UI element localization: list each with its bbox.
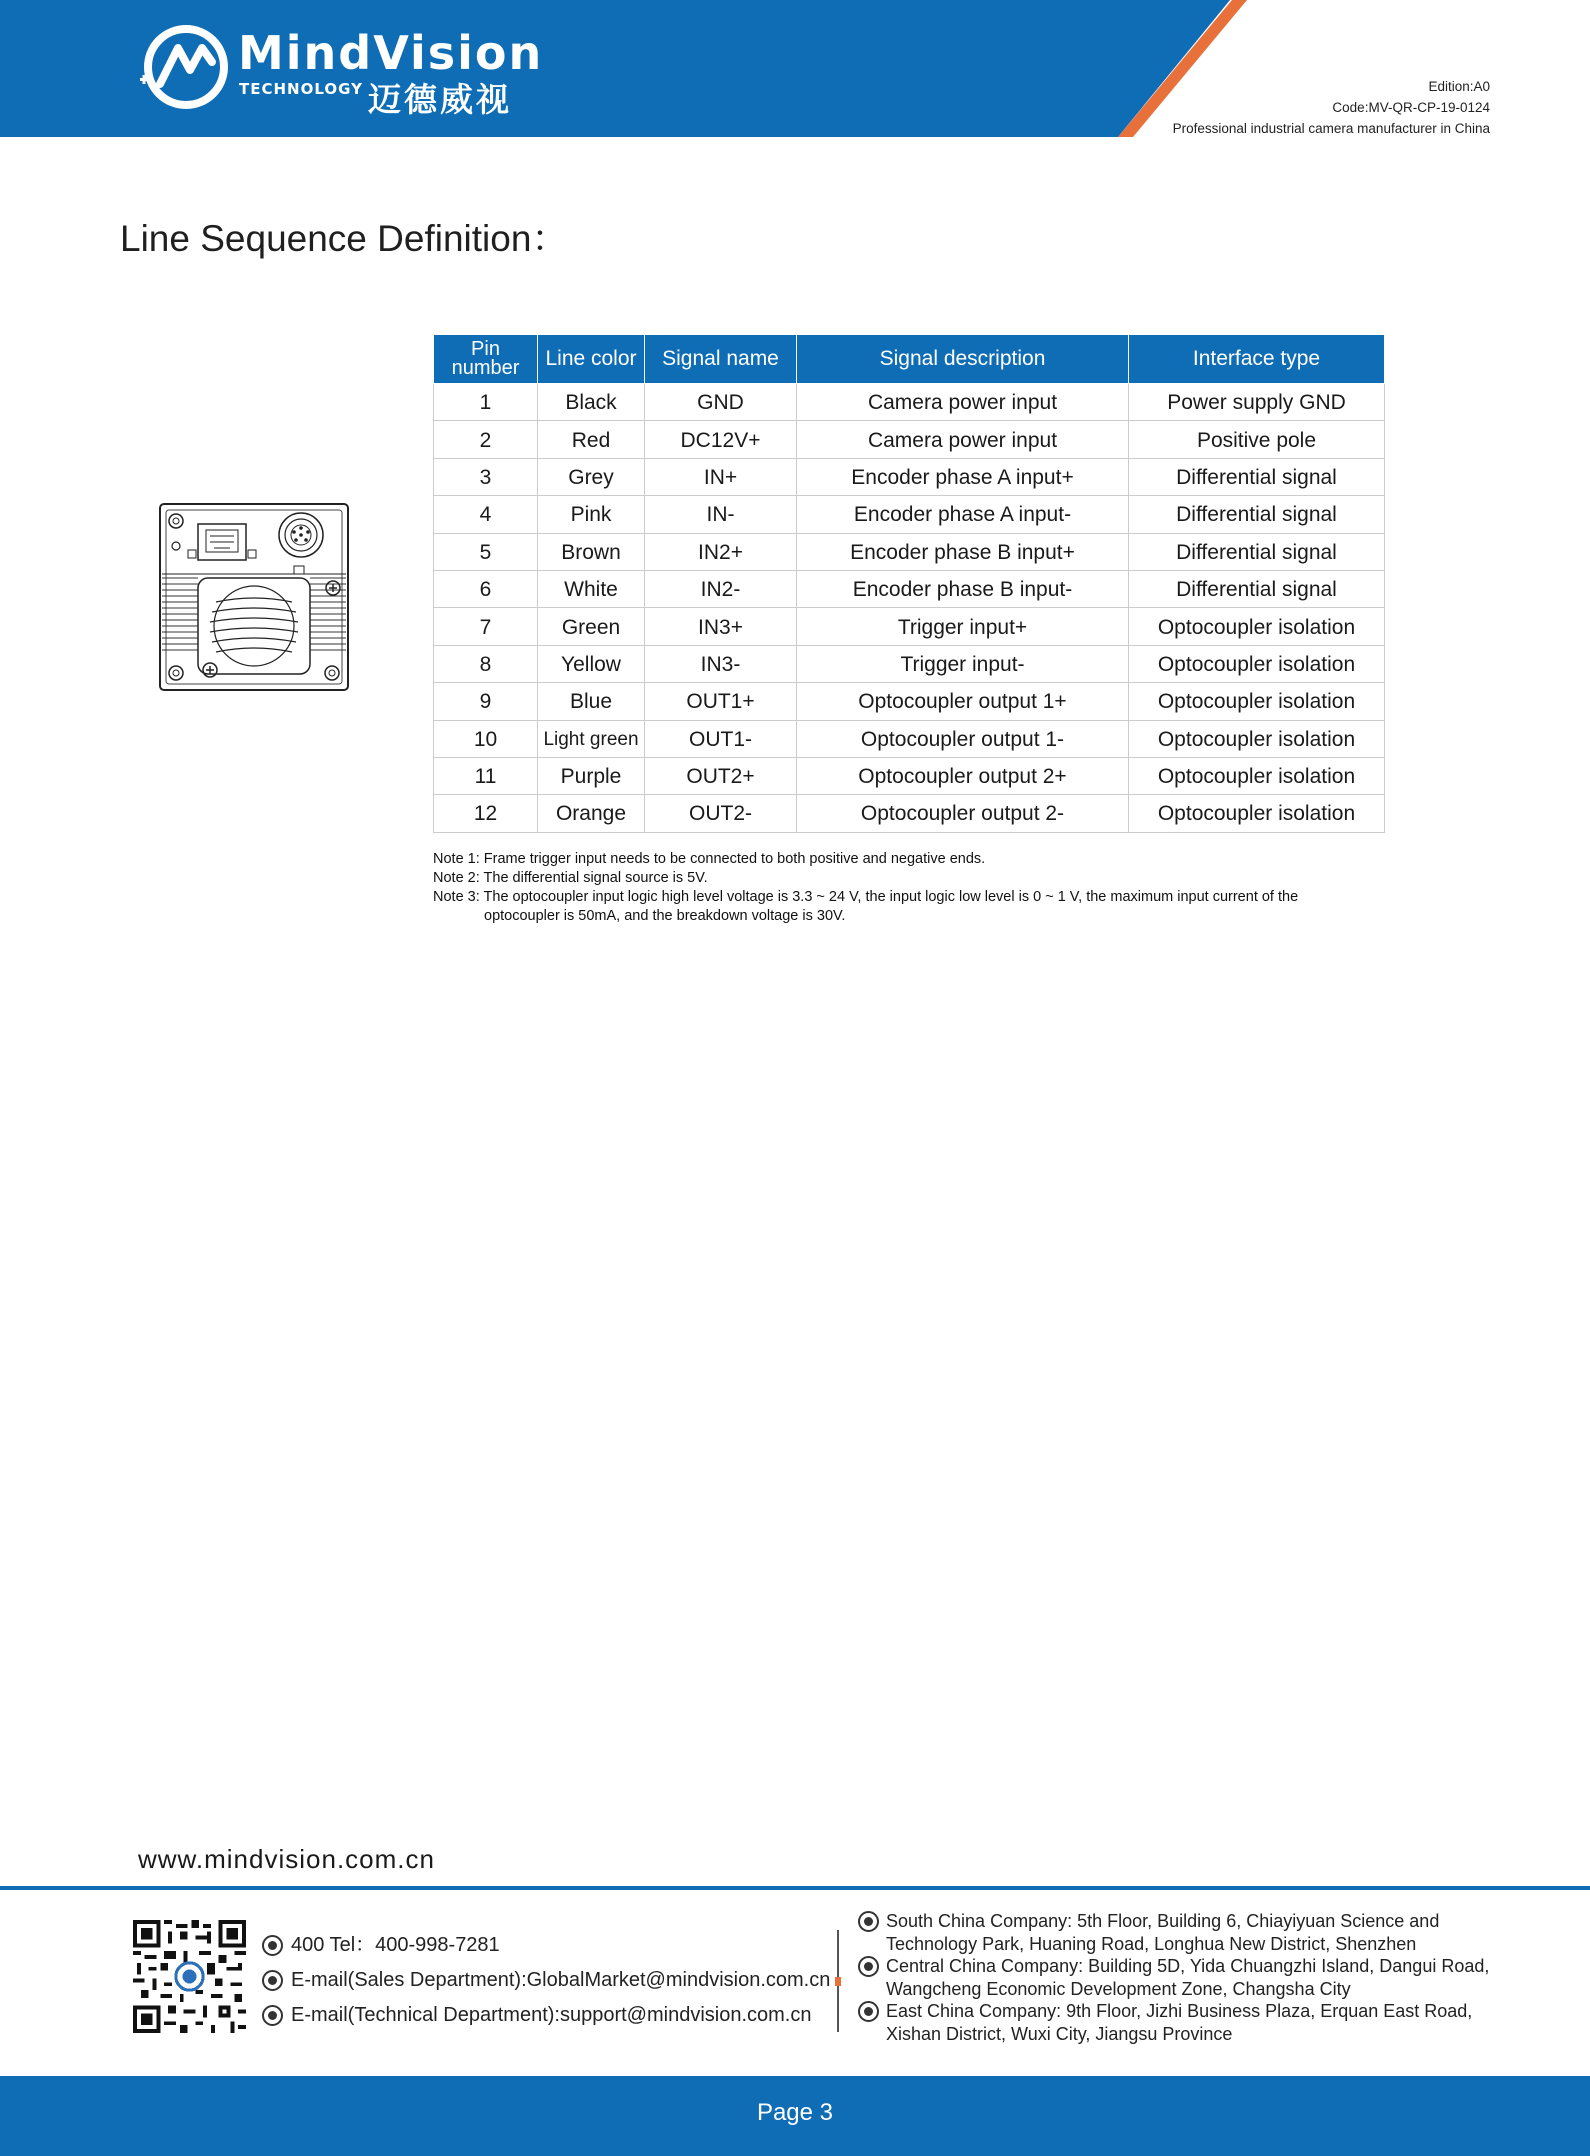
table-row	[434, 496, 1385, 533]
cell-pin: 8	[434, 645, 538, 682]
address-central-text: Central China Company: Building 5D, Yida Chuangzhi Island, Dangui Road, Wangcheng Economic Development Zone, Changsha City	[886, 1956, 1490, 1999]
cell-color: Pink	[538, 496, 645, 533]
cell-interface-type: Optocoupler isolation	[1129, 608, 1385, 645]
header-signal-name: Signal name	[645, 335, 797, 384]
note-3-continued: optocoupler is 50mA, and the breakdown voltage is 30V.	[484, 908, 846, 924]
cell-signal-name: IN2-	[645, 570, 797, 607]
cell-color: Blue	[538, 683, 645, 720]
page-header	[0, 0, 1590, 137]
header-pin-line1: Pin	[471, 338, 500, 360]
cell-description: Trigger input+	[797, 608, 1129, 645]
cell-signal-name: IN3+	[645, 608, 797, 645]
cell-signal-name: GND	[645, 384, 797, 421]
sales-email-row	[262, 1963, 830, 1998]
company-tagline: Professional industrial camera manufacturer in China	[1172, 121, 1490, 136]
cell-description: Encoder phase A input+	[797, 458, 1129, 495]
table-row	[434, 570, 1385, 607]
header-pin-line2: number	[451, 357, 520, 379]
cell-description: Trigger input-	[797, 645, 1129, 682]
header-signal-description: Signal description	[797, 335, 1129, 384]
cell-description: Optocoupler output 1+	[797, 683, 1129, 720]
company-addresses	[858, 1910, 1498, 2045]
sales-email-text[interactable]: E-mail(Sales Department):GlobalMarket@mindvision.com.cn	[291, 1969, 831, 1991]
cell-description: Optocoupler output 2-	[797, 795, 1129, 832]
tech-email-row	[262, 1998, 830, 2033]
table-notes	[433, 850, 1393, 926]
table-row	[434, 384, 1385, 421]
cell-pin: 2	[434, 421, 538, 458]
cell-description: Encoder phase A input-	[797, 496, 1129, 533]
table-row	[434, 645, 1385, 682]
note-3: Note 3: The optocoupler input logic high level voltage is 3.3 ~ 24 V, the input logic low level is 0 ~ 1 V, the maximum input current of the	[433, 889, 1299, 905]
footer-divider	[0, 1886, 1590, 1890]
qr-code-icon	[133, 1920, 246, 2033]
cell-color: Yellow	[538, 645, 645, 682]
cell-interface-type: Optocoupler isolation	[1129, 757, 1385, 794]
cell-pin: 12	[434, 795, 538, 832]
company-logo	[138, 22, 558, 117]
camera-rear-drawing	[158, 502, 350, 692]
cell-description: Optocoupler output 2+	[797, 757, 1129, 794]
cell-color: Brown	[538, 533, 645, 570]
note-2: Note 2: The differential signal source is 5V.	[433, 870, 708, 886]
cell-description: Encoder phase B input-	[797, 570, 1129, 607]
table-row	[434, 421, 1385, 458]
cell-interface-type: Differential signal	[1129, 533, 1385, 570]
cell-signal-name: OUT1-	[645, 720, 797, 757]
pin-definition-table	[433, 334, 1385, 833]
edition-label: Edition:A0	[1428, 79, 1490, 94]
tel-row	[262, 1928, 830, 1963]
cell-pin: 3	[434, 458, 538, 495]
cell-description: Optocoupler output 1-	[797, 720, 1129, 757]
cell-color: Grey	[538, 458, 645, 495]
table-row	[434, 795, 1385, 832]
cell-signal-name: IN3-	[645, 645, 797, 682]
cell-interface-type: Differential signal	[1129, 458, 1385, 495]
table-row	[434, 757, 1385, 794]
website-link[interactable]: www.mindvision.com.cn	[138, 1844, 435, 1874]
header-pin-number	[434, 335, 538, 384]
address-south-text: South China Company: 5th Floor, Building 6, Chiayiyuan Science and Technology Park, Huaning Road, Longhua New District, Shenzhen	[886, 1911, 1440, 1954]
cell-signal-name: IN-	[645, 496, 797, 533]
cell-signal-name: DC12V+	[645, 421, 797, 458]
table-row	[434, 720, 1385, 757]
cell-pin: 5	[434, 533, 538, 570]
cell-description: Camera power input	[797, 421, 1129, 458]
table-row	[434, 683, 1385, 720]
cell-color: Purple	[538, 757, 645, 794]
cell-signal-name: IN2+	[645, 533, 797, 570]
brand-subtitle: TECHNOLOGY	[239, 80, 363, 98]
location-pin-icon	[858, 2001, 879, 2022]
cell-interface-type: Optocoupler isolation	[1129, 720, 1385, 757]
mindvision-logo-icon	[138, 22, 234, 112]
header-line-color: Line color	[538, 335, 645, 384]
address-south	[858, 1910, 1498, 1955]
cell-interface-type: Power supply GND	[1129, 384, 1385, 421]
cell-pin: 9	[434, 683, 538, 720]
cell-pin: 1	[434, 384, 538, 421]
address-central	[858, 1955, 1498, 2000]
location-pin-icon	[858, 1911, 879, 1932]
table-row	[434, 608, 1385, 645]
cell-description: Encoder phase B input+	[797, 533, 1129, 570]
table-header-row	[434, 335, 1385, 384]
cell-description: Camera power input	[797, 384, 1129, 421]
cell-color: Orange	[538, 795, 645, 832]
email-icon	[262, 1970, 283, 1991]
cell-signal-name: OUT1+	[645, 683, 797, 720]
divider-accent	[835, 1977, 841, 1986]
cell-interface-type: Optocoupler isolation	[1129, 645, 1385, 682]
cell-interface-type: Differential signal	[1129, 496, 1385, 533]
cell-interface-type: Optocoupler isolation	[1129, 795, 1385, 832]
cell-pin: 7	[434, 608, 538, 645]
tech-email-text[interactable]: E-mail(Technical Department):support@mindvision.com.cn	[291, 2004, 812, 2026]
cell-interface-type: Optocoupler isolation	[1129, 683, 1385, 720]
cell-color: Green	[538, 608, 645, 645]
cell-signal-name: OUT2-	[645, 795, 797, 832]
cell-interface-type: Positive pole	[1129, 421, 1385, 458]
brand-chinese-name: 迈德威视	[368, 80, 512, 119]
address-east	[858, 2000, 1498, 2045]
cell-pin: 11	[434, 757, 538, 794]
address-east-text: East China Company: 9th Floor, Jizhi Business Plaza, Erquan East Road, Xishan District, Wuxi City, Jiangsu Province	[886, 2001, 1473, 2044]
cell-color: White	[538, 570, 645, 607]
document-code: Code:MV-QR-CP-19-0124	[1332, 100, 1490, 115]
brand-name: MindVision	[238, 26, 544, 80]
document-meta	[1173, 76, 1490, 137]
cell-pin: 6	[434, 570, 538, 607]
phone-icon	[262, 1935, 283, 1956]
cell-pin: 10	[434, 720, 538, 757]
cell-color: Red	[538, 421, 645, 458]
email-icon	[262, 2005, 283, 2026]
contact-info	[262, 1928, 830, 2033]
cell-pin: 4	[434, 496, 538, 533]
location-pin-icon	[858, 1956, 879, 1977]
cell-signal-name: IN+	[645, 458, 797, 495]
page-number: Page 3	[756, 2099, 834, 2126]
cell-color: Light green	[538, 720, 645, 757]
table-row	[434, 458, 1385, 495]
cell-interface-type: Differential signal	[1129, 570, 1385, 607]
header-interface-type: Interface type	[1129, 335, 1385, 384]
cell-color: Black	[538, 384, 645, 421]
page-title: Line Sequence Definition：	[120, 218, 569, 259]
tel-text[interactable]: 400 Tel：400-998-7281	[291, 1934, 500, 1956]
table-row	[434, 533, 1385, 570]
note-1: Note 1: Frame trigger input needs to be connected to both positive and negative ends.	[433, 851, 986, 867]
cell-signal-name: OUT2+	[645, 757, 797, 794]
